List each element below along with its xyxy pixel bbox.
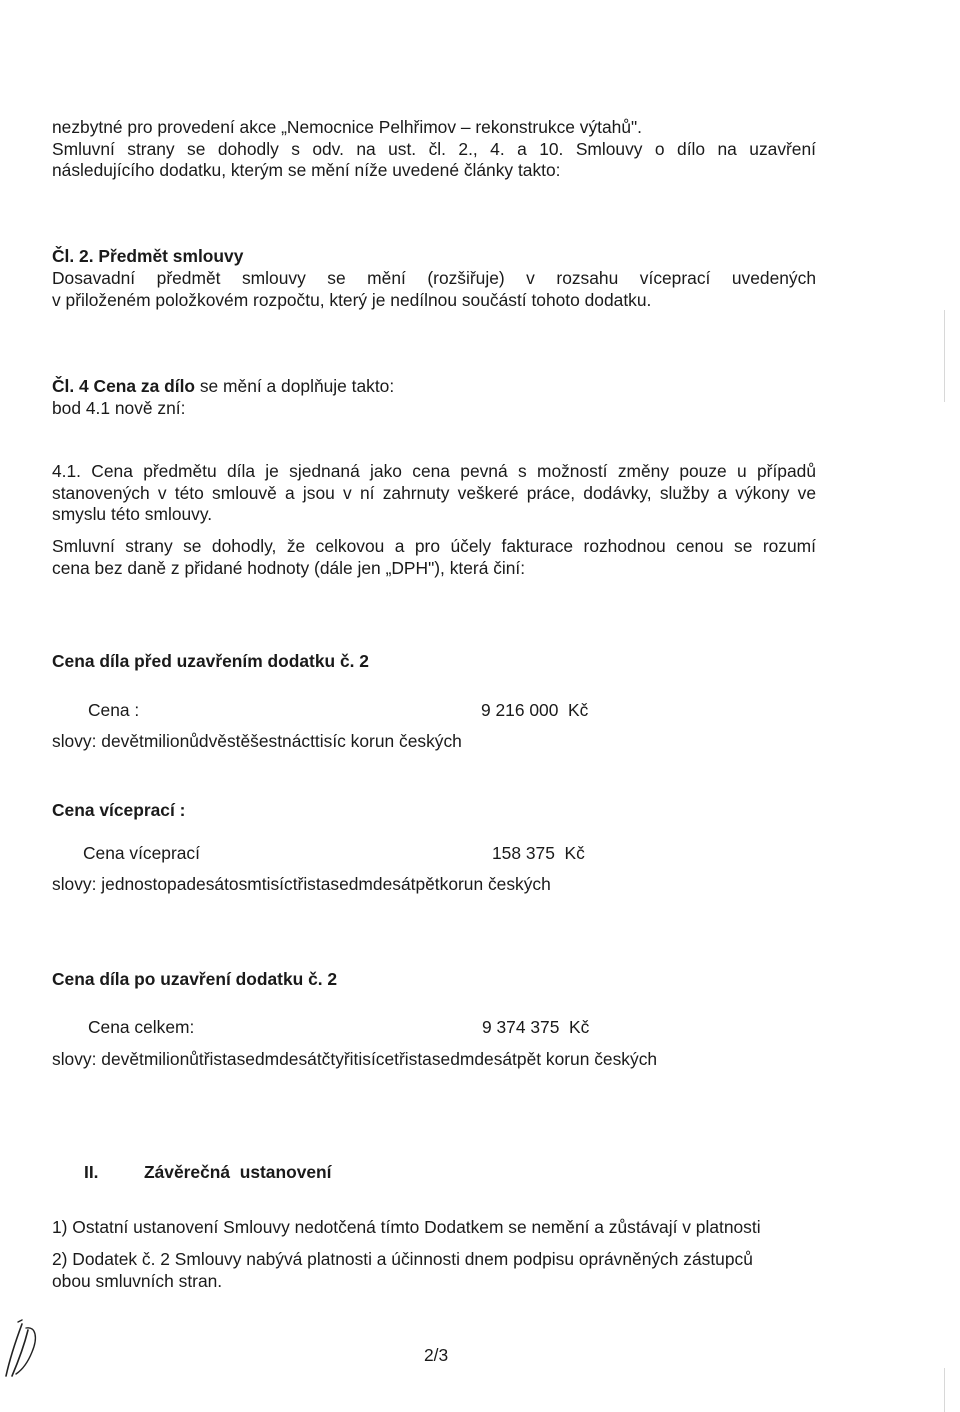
section-2-item-1: 1) Ostatní ustanovení Smlouvy nedotčená tímto Dodatkem se nemění a zůstávají v platnosti [52,1217,761,1237]
price-after-heading: Cena díla po uzavření dodatku č. 2 [52,969,338,989]
price-before-words: slovy: devětmilionůdvěstěšestnácttisíc korun českých [52,731,462,751]
price-extra-heading: Cena víceprací : [52,800,186,820]
article-4-line: cena bez daně z přidané hodnoty (dále jen „DPH"), která činí: [52,557,526,578]
section-2-item-2-line: 2) Dodatek č. 2 Smlouvy nabývá platnosti a účinnosti dnem podpisu oprávněných zástupců [52,1249,753,1269]
article-4-line: Smluvní strany se dohodly, že celkovou a pro účely fakturace rozhodnou cenou se rozumí [52,536,816,556]
article-2-line: v přiloženém položkovém rozpočtu, který je nedílnou součástí tohoto dodatku. [52,289,652,310]
article-2-line: Dosavadní předmět smlouvy se mění (rozšiřuje) v rozsahu víceprací uvedených [52,268,816,288]
price-before-heading: Cena díla před uzavřením dodatku č. 2 [52,651,369,671]
article-4-title-rest: se mění a doplňuje takto: [195,376,395,396]
article-4-line: stanovených v této smlouvě a jsou v ní zahrnuty veškeré práce, dodávky, služby a výkony ve [52,482,816,503]
section-2-item-2-line: obou smluvních stran. [52,1270,223,1291]
section-2-title: Závěrečná ustanovení [144,1162,332,1182]
price-after-label: Cena celkem: [88,1017,195,1037]
article-4-line: smyslu této smlouvy. [52,504,213,524]
price-before-value: 9 216 000 Kč [481,700,589,720]
article-4-line: 4.1. Cena předmětu díla je sjednaná jako cena pevná s možností změny pouze u případů [52,461,816,481]
price-extra-words: slovy: jednostopadesátosmtisíctřistasedmdesátpětkorun českých [52,874,551,894]
intro-paragraph [52,117,822,182]
article-2-body [52,268,822,311]
article-4-paragraph-1 [52,461,822,526]
section-2-number: II. [84,1162,99,1182]
article-2-title: Čl. 2. Předmět smlouvy [52,246,244,266]
price-after-words: slovy: devětmilionůtřistasedmdesátčtyřitisícetřistasedmdesátpět korun českých [52,1049,658,1069]
section-2-item-2 [52,1249,822,1292]
price-after-value: 9 374 375 Kč [482,1017,590,1037]
price-before-label: Cena : [88,700,140,720]
intro-line: Smluvní strany se dohodly s odv. na ust. čl. 2., 4. a 10. Smlouvy o dílo na uzavření [52,138,816,159]
article-4-paragraph-2 [52,536,822,579]
price-extra-value: 158 375 Kč [492,843,585,863]
article-4-title-bold: Čl. 4 Cena za dílo [52,376,196,396]
intro-line: následujícího dodatku, kterým se mění níže uvedené články takto: [52,160,561,180]
scan-edge-line [944,1368,945,1412]
intro-line: nezbytné pro provedení akce „Nemocnice Pelhřimov – rekonstrukce výtahů". [52,117,643,137]
signature-mark [2,1318,42,1378]
article-4-subtitle: bod 4.1 nově zní: [52,398,186,418]
page-number: 2/3 [424,1345,449,1365]
price-extra-label: Cena víceprací [83,843,200,863]
article-4-title [52,376,394,398]
scan-edge-line [944,310,945,402]
